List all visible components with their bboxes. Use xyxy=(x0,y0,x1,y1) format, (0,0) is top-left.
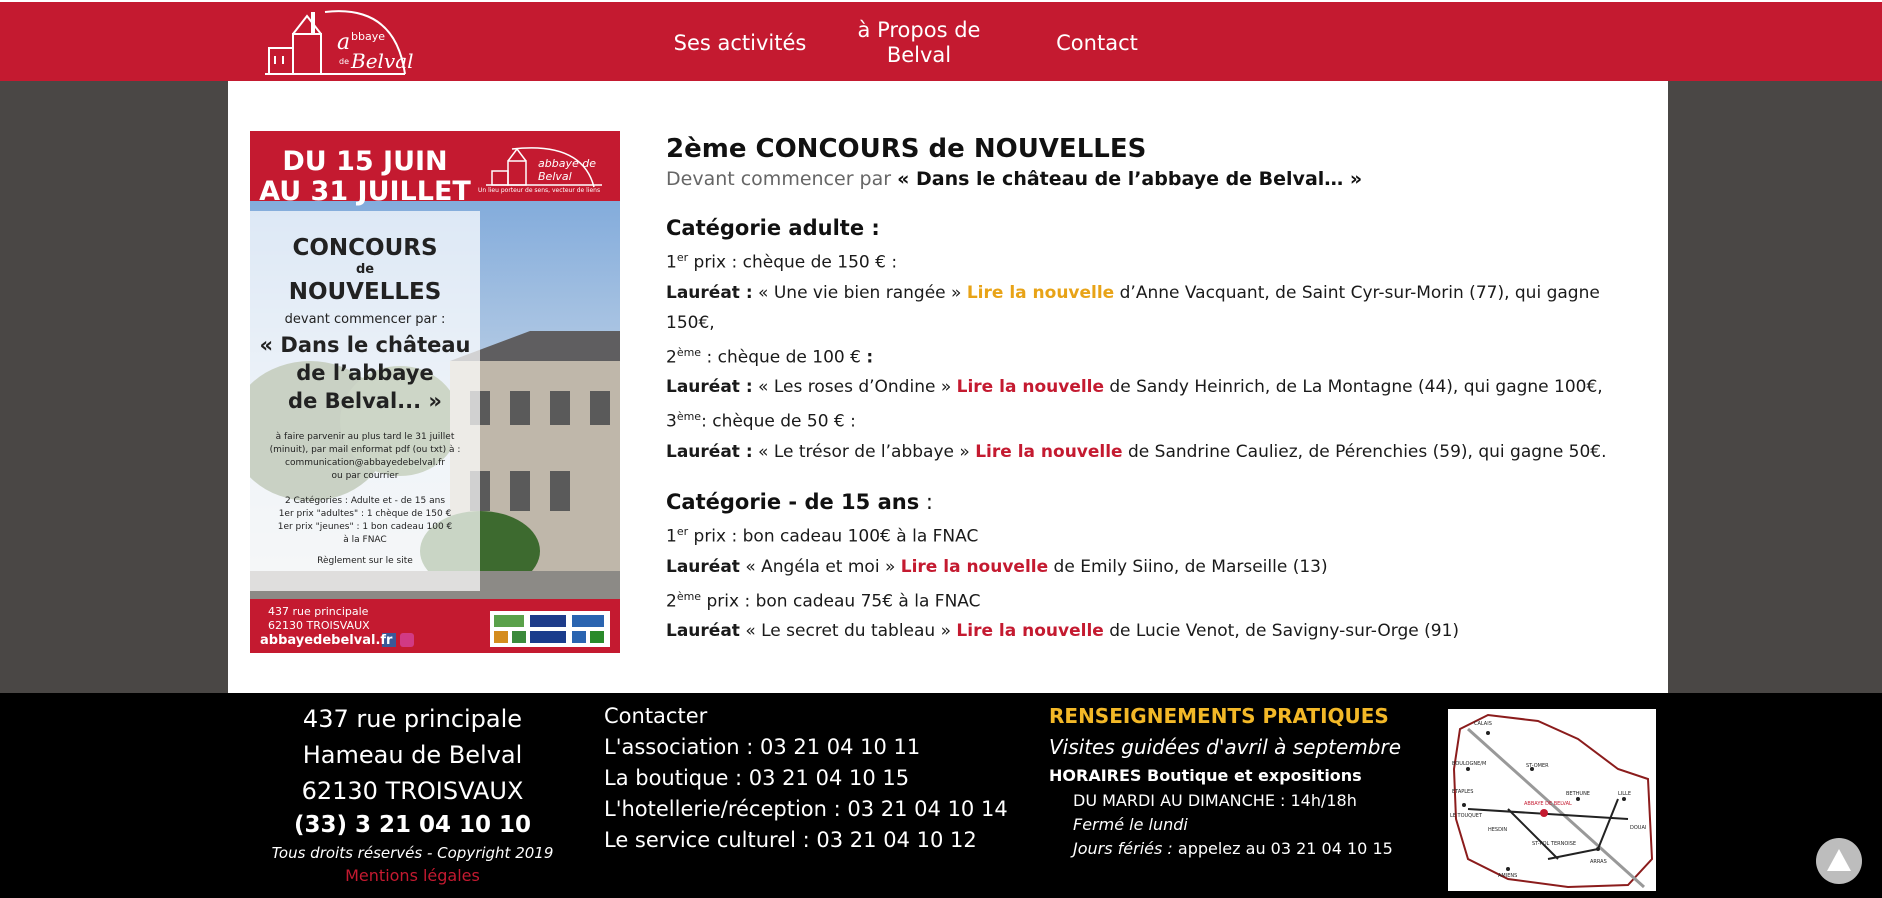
contact-line: La boutique : 03 21 04 10 15 xyxy=(604,766,910,790)
story-title: « Une vie bien rangée » xyxy=(752,282,967,303)
contact-line: L'hotellerie/réception : 03 21 04 10 14 xyxy=(604,797,1008,821)
svg-text:bbaye: bbaye xyxy=(351,30,385,43)
poster-title-block xyxy=(250,235,480,568)
legal-link[interactable]: Mentions légales xyxy=(345,866,480,885)
youth-winner2 xyxy=(666,616,1646,646)
subtitle-quote: « Dans le château de l’abbaye de Belval… » xyxy=(897,168,1363,190)
poster-logo xyxy=(478,139,612,195)
category-youth-colon: : xyxy=(919,489,933,514)
winner-info: d’Anne Vacquant, de Saint Cyr-sur-Morin (77), qui gagne 150€, xyxy=(666,282,1600,333)
map-label: BETHUNE xyxy=(1566,791,1590,797)
read-story-link[interactable]: Lire la nouvelle xyxy=(900,556,1049,577)
copyright: Tous droits réservés - Copyright 2019 xyxy=(271,844,554,862)
svg-text:Belval: Belval xyxy=(351,49,414,73)
prize-text: prix : chèque de 150 € : xyxy=(688,252,898,273)
adult-winner1 xyxy=(666,278,1646,338)
map-label: ST-OMER xyxy=(1526,763,1549,769)
poster-quote3: de Belval... » xyxy=(288,389,442,413)
visits-text: Visites guidées d'avril à septembre xyxy=(1049,735,1402,759)
scroll-to-top-button[interactable] xyxy=(1816,838,1862,884)
map-label: ETAPLES xyxy=(1452,789,1474,795)
poster-cat2: 1er prix "adultes" : 1 chèque de 150 € xyxy=(278,509,452,519)
location-map[interactable] xyxy=(1448,709,1656,891)
ordinal-num: 1 xyxy=(666,252,677,273)
youth-winner1 xyxy=(666,552,1646,582)
address-line: Hameau de Belval xyxy=(302,741,523,769)
poster-rules: Règlement sur le site xyxy=(317,556,413,566)
holidays-text xyxy=(1049,837,1409,861)
youth-prize1 xyxy=(666,517,1646,552)
poster-tagline: Un lieu porteur de sens, vecteur de liens xyxy=(478,187,601,194)
ordinal-num: 3 xyxy=(666,411,677,432)
poster-cat3: 1er prix "jeunes" : 1 bon cadeau 100 € xyxy=(277,522,453,532)
footer-contacts xyxy=(604,701,1008,856)
ordinal-sup: ème xyxy=(676,410,702,424)
subtitle-prefix: Devant commencer par xyxy=(666,168,892,190)
poster-dates-line1: DU 15 JUIN xyxy=(282,146,448,177)
poster-dates-line2: AU 31 JUILLET xyxy=(259,176,471,207)
laureat-label: Lauréat : xyxy=(666,282,753,303)
adult-winner2 xyxy=(666,372,1646,402)
map-label: ABBAYE DE BELVAL xyxy=(1524,801,1572,807)
ordinal-sup: er xyxy=(676,251,689,264)
adult-prize2 xyxy=(666,338,1646,373)
abbaye-belval-logo[interactable] xyxy=(255,4,415,80)
poster-site: abbayedebelval.fr xyxy=(260,633,393,648)
story-title: « Le trésor de l’abbaye » xyxy=(752,441,976,462)
contact-line: Le service culturel : 03 21 04 10 12 xyxy=(604,828,977,852)
read-story-link[interactable]: Lire la nouvelle xyxy=(975,441,1123,462)
ordinal-num: 2 xyxy=(666,347,677,368)
poster-small4: ou par courrier xyxy=(331,471,399,481)
site-footer xyxy=(0,693,1882,898)
winner-info: de Sandy Heinrich, de La Montagne (44), qui gagne 100€, xyxy=(1104,377,1603,398)
winner-info: de Lucie Venot, de Savigny-sur-Orge (91) xyxy=(1103,621,1460,642)
story-title: « Les roses d’Ondine » xyxy=(752,377,957,398)
triangle-up-icon xyxy=(1816,838,1862,884)
laureat-label: Lauréat : xyxy=(666,377,753,398)
contest-results xyxy=(666,133,1646,646)
prize-text: : chèque de 100 € xyxy=(701,347,867,368)
laureat-label: Lauréat xyxy=(666,556,740,577)
read-story-link[interactable]: Lire la nouvelle xyxy=(956,621,1104,642)
nav-ses-activites[interactable]: Ses activités xyxy=(673,31,807,55)
map-label: ST-POL TERNOISE xyxy=(1532,841,1577,847)
poster-logo-text: abbaye de Belval xyxy=(538,157,596,183)
poster-dates xyxy=(250,147,480,207)
story-title: « Angéla et moi » xyxy=(739,556,901,577)
contact-title: Contacter xyxy=(604,704,708,728)
nav-a-propos-line2: Belval xyxy=(886,43,952,67)
map-label: LE TOUQUET xyxy=(1450,813,1482,819)
holidays-phone: appelez au 03 21 04 10 15 xyxy=(1172,839,1393,858)
ordinal-num: 2 xyxy=(666,591,677,612)
poster-title2: de xyxy=(355,262,375,277)
contest-poster-image xyxy=(250,131,620,653)
map-label: DOUAI xyxy=(1630,825,1647,831)
poster-small3: communication@abbayedebelval.fr xyxy=(285,458,445,468)
category-adult-title: Catégorie adulte : xyxy=(666,216,880,240)
poster-address xyxy=(268,605,370,633)
prize-text: prix : bon cadeau 100€ à la FNAC xyxy=(688,526,979,547)
svg-text:de: de xyxy=(339,57,349,66)
contact-line: L'association : 03 21 04 10 11 xyxy=(604,735,921,759)
laureat-label: Lauréat xyxy=(666,621,740,642)
hours-text: DU MARDI AU DIMANCHE : 14h/18h xyxy=(1073,791,1357,810)
ordinal-num: 1 xyxy=(666,526,677,547)
svg-text:a: a xyxy=(337,30,351,55)
poster-intro: devant commencer par : xyxy=(284,312,446,327)
story-title: « Le secret du tableau » xyxy=(739,621,957,642)
address-line: 62130 TROISVAUX xyxy=(301,777,524,805)
info-title: RENSEIGNEMENTS PRATIQUES xyxy=(1049,704,1389,728)
map-label: AMIENS xyxy=(1498,873,1518,879)
footer-practical-info xyxy=(1049,701,1409,861)
map-label: BOULOGNE/M xyxy=(1452,761,1487,767)
footer-address xyxy=(270,701,555,887)
prize-text: prix : bon cadeau 75€ à la FNAC xyxy=(701,591,981,612)
category-youth-title xyxy=(666,487,1646,517)
prize-text: : chèque de 50 € : xyxy=(701,411,856,432)
site-header xyxy=(0,0,1882,81)
map-label: ARRAS xyxy=(1590,859,1607,865)
main-content xyxy=(228,81,1668,693)
closed-text: Fermé le lundi xyxy=(1073,815,1188,834)
nav-contact[interactable]: Contact xyxy=(1056,31,1138,55)
poster-quote2: de l’abbaye xyxy=(296,361,434,385)
poster-quote1: « Dans le château xyxy=(259,333,471,357)
category-youth-label: Catégorie - de 15 ans xyxy=(666,489,920,514)
map-label: CALAIS xyxy=(1474,721,1492,727)
ordinal-sup: ème xyxy=(676,345,702,359)
poster-addr1: 437 rue principale xyxy=(268,605,369,618)
adult-prize1 xyxy=(666,243,1646,278)
poster-addr2: 62130 TROISVAUX xyxy=(268,619,370,632)
laureat-label: Lauréat : xyxy=(666,441,753,462)
address-line: 437 rue principale xyxy=(302,705,523,733)
main-phone: (33) 3 21 04 10 10 xyxy=(293,812,532,838)
map-label: HESDIN xyxy=(1488,827,1508,833)
poster-title1: CONCOURS xyxy=(292,235,438,261)
page-title: 2ème CONCOURS de NOUVELLES xyxy=(666,134,1147,164)
youth-prize2 xyxy=(666,582,1646,617)
read-story-link[interactable]: Lire la nouvelle xyxy=(966,282,1115,303)
nav-a-propos[interactable] xyxy=(850,18,988,68)
map-label: LILLE xyxy=(1618,791,1631,797)
poster-cat4: à la FNAC xyxy=(343,535,387,545)
adult-prize3 xyxy=(666,402,1646,437)
adult-winner3 xyxy=(666,437,1646,467)
poster-small1: à faire parvenir au plus tard le 31 juillet xyxy=(275,432,455,442)
read-story-link[interactable]: Lire la nouvelle xyxy=(956,377,1105,398)
winner-info: de Emily Siino, de Marseille (13) xyxy=(1048,556,1328,577)
ordinal-sup: er xyxy=(676,524,689,538)
hours-title: HORAIRES Boutique et expositions xyxy=(1049,766,1362,785)
winner-info: de Sandrine Cauliez, de Pérenchies (59), qui gagne 50€. xyxy=(1122,441,1607,462)
page-subtitle xyxy=(666,165,1646,193)
ordinal-sup: ème xyxy=(676,589,702,603)
holidays-label: Jours fériés : xyxy=(1073,839,1173,858)
nav-a-propos-line1: à Propos de xyxy=(857,18,981,42)
poster-cat1: 2 Catégories : Adulte et - de 15 ans xyxy=(284,496,446,506)
map-graphic xyxy=(1448,709,1656,891)
poster-title3: NOUVELLES xyxy=(288,279,442,305)
poster-small2: (minuit), par mail enformat pdf (ou txt) à : xyxy=(269,445,461,455)
prize-colon: : xyxy=(866,347,874,368)
